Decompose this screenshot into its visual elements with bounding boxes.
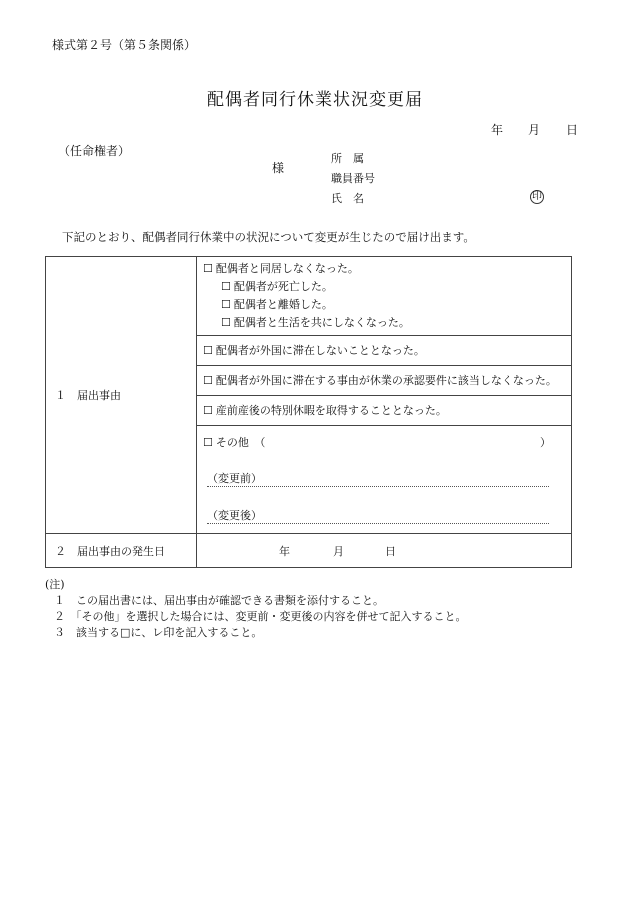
notes-header: (注) xyxy=(45,578,65,591)
occurrence-year-label: 年 xyxy=(279,545,290,558)
after-field[interactable] xyxy=(203,507,565,524)
honorific: 様 xyxy=(272,161,285,175)
occurrence-day-label: 日 xyxy=(385,545,396,558)
checkbox-icon[interactable]: ☐ xyxy=(203,373,213,387)
checkbox-icon[interactable]: ☐ xyxy=(203,262,213,275)
table-row xyxy=(46,257,572,336)
seal-icon: 印 xyxy=(532,191,542,202)
option-2[interactable]: ☐ 配偶者が外国に滞在しないこととなった。 xyxy=(203,343,425,357)
occurrence-date-label: ２ 届出事由の発生日 xyxy=(46,534,197,568)
option-3[interactable]: ☐ 配偶者が外国に滞在する事由が休業の承認要件に該当しなくなった。 xyxy=(203,373,557,387)
name-label: 氏 名 xyxy=(331,192,364,205)
option-4[interactable]: ☐ 産前産後の特別休暇を取得することとなった。 xyxy=(203,403,447,417)
page-title: 配偶者同行休業状況変更届 xyxy=(207,90,423,110)
option-1[interactable]: ☐ 配偶者と同居しなくなった。 xyxy=(203,262,359,275)
sub-option-1[interactable]: ☐ 配偶者が死亡した。 xyxy=(221,280,333,293)
intro-text: 下記のとおり、配偶者同行休業中の状況について変更が生じたので届け出ます。 xyxy=(62,230,475,244)
checkbox-icon[interactable]: ☐ xyxy=(203,403,213,417)
checkbox-icon[interactable]: ☐ xyxy=(221,316,231,329)
sub-option-3[interactable]: ☐ 配偶者と生活を共にしなくなった。 xyxy=(221,316,410,329)
option-cell xyxy=(197,257,572,336)
note-item: ３ 該当する□に、レ印を記入すること。 xyxy=(54,626,263,639)
other-close-paren: ） xyxy=(540,436,551,449)
appointer-label: （任命権者） xyxy=(58,144,131,158)
affiliation-label: 所 属 xyxy=(331,152,364,165)
reason-label: １ 届出事由 xyxy=(46,257,197,534)
table-row xyxy=(46,534,572,568)
occurrence-month-label: 月 xyxy=(333,545,344,558)
before-label: （変更前） xyxy=(207,472,262,485)
before-field[interactable] xyxy=(203,470,565,487)
sub-option-2[interactable]: ☐ 配偶者と離婚した。 xyxy=(221,298,333,311)
report-table xyxy=(45,256,572,568)
occurrence-date-field[interactable] xyxy=(197,534,572,568)
after-label: （変更後） xyxy=(207,509,262,522)
notes xyxy=(45,577,467,641)
option-other[interactable]: ☐ その他 （ ） xyxy=(203,434,565,452)
date-day-label: 日 xyxy=(566,123,579,137)
employee-id-label: 職員番号 xyxy=(331,172,375,185)
date-year-label: 年 xyxy=(491,123,504,137)
checkbox-icon[interactable]: ☐ xyxy=(221,298,231,311)
checkbox-icon[interactable]: ☐ xyxy=(221,280,231,293)
note-item: １ この届出書には、届出事由が確認できる書類を添付すること。 xyxy=(54,594,384,607)
form-number: 様式第２号（第５条関係） xyxy=(52,38,197,52)
date-month-label: 月 xyxy=(528,123,541,137)
checkbox-icon[interactable]: ☐ xyxy=(203,343,213,357)
checkbox-icon[interactable]: ☐ xyxy=(203,436,213,449)
note-item: ２ 「その他」を選択した場合には、変更前・変更後の内容を併せて記入すること。 xyxy=(54,610,467,623)
